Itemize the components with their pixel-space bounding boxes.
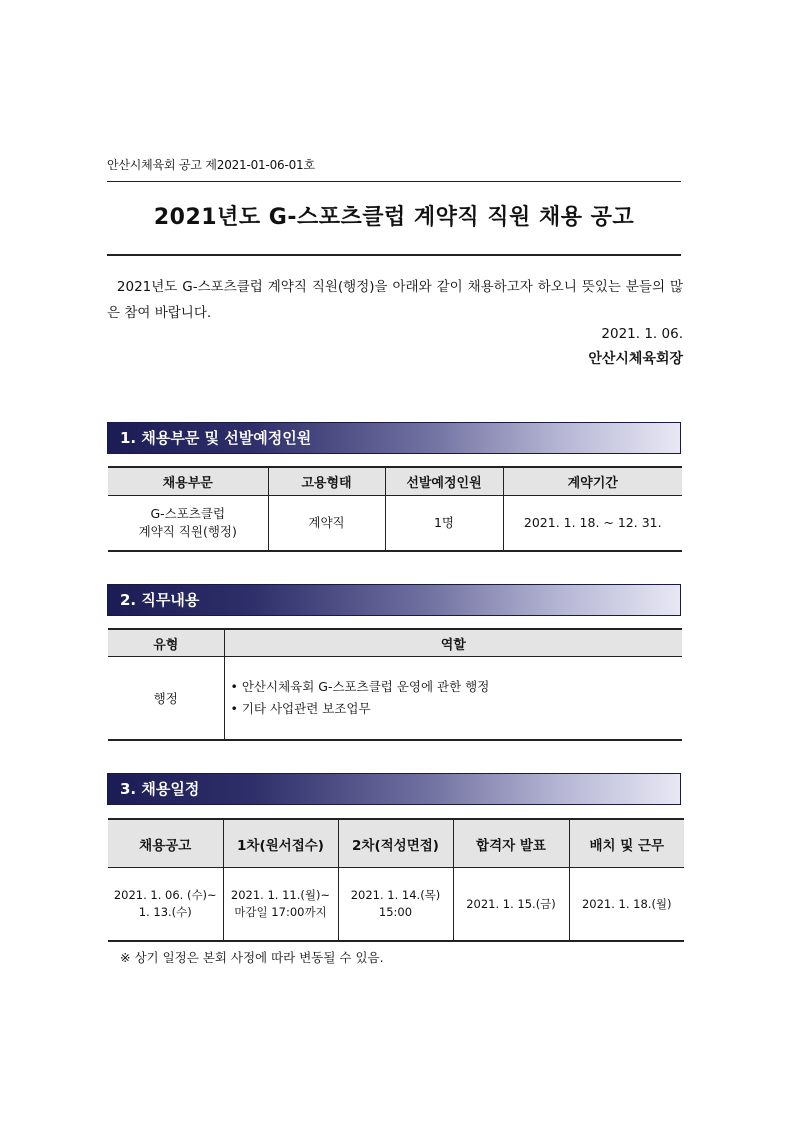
cell-placement: 2021. 1. 18.(월) bbox=[581, 896, 672, 911]
cell-contract-period: 2021. 1. 18. ~ 12. 31. bbox=[523, 515, 662, 530]
notice-line-2: 1. 13.(수) bbox=[138, 905, 192, 919]
title-divider bbox=[107, 254, 681, 256]
duties-list bbox=[225, 676, 683, 720]
header-employment-type: 고용형태 bbox=[268, 467, 385, 496]
second-round-line-1: 2021. 1. 14.(목) bbox=[350, 888, 441, 902]
duties-table bbox=[108, 628, 682, 741]
header-placement: 배치 및 근무 bbox=[569, 819, 684, 868]
cell-employment-type: 계약직 bbox=[268, 496, 385, 552]
header-divider bbox=[107, 181, 681, 182]
division-line-2: 계약직 직원(행정) bbox=[138, 524, 237, 539]
header-second-round: 2차(적성면접) bbox=[338, 819, 453, 868]
section-2-header: 2. 직무내용 bbox=[107, 584, 681, 616]
table-row bbox=[108, 868, 684, 942]
list-item: • 안산시체육회 G-스포츠클럽 운영에 관한 행정 bbox=[231, 676, 683, 698]
cell-first-round bbox=[223, 868, 338, 942]
table-header-row bbox=[108, 629, 682, 657]
schedule-table bbox=[108, 818, 684, 942]
header-role: 역할 bbox=[224, 629, 682, 657]
cell-second-round bbox=[338, 868, 453, 942]
section-3-header: 3. 채용일정 bbox=[107, 773, 681, 805]
header-announcement: 합격자 발표 bbox=[453, 819, 569, 868]
table-header-row bbox=[108, 467, 682, 496]
signer: 안산시체육회장 bbox=[588, 351, 683, 367]
header-headcount: 선발예정인원 bbox=[385, 467, 503, 496]
second-round-line-2: 15:00 bbox=[378, 905, 413, 919]
first-round-line-2: 마감일 17:00까지 bbox=[234, 905, 327, 919]
intro-text: 2021년도 G-스포츠클럽 계약직 직원(행정)을 아래와 같이 채용하고자 하오니 뜻있는 분들의 많은 참여 바랍니다. bbox=[107, 279, 683, 321]
notice-line-1: 2021. 1. 06. (수)~ bbox=[113, 888, 217, 902]
table-row bbox=[108, 496, 682, 552]
announcement-date: 2021. 1. 06. bbox=[601, 326, 683, 342]
intro-paragraph bbox=[107, 274, 683, 326]
page-title: 2021년도 G-스포츠클럽 계약직 직원 채용 공고 bbox=[153, 205, 635, 230]
schedule-note: ※ 상기 일정은 본회 사정에 따라 변동될 수 있음. bbox=[120, 950, 384, 965]
recruitment-table bbox=[108, 466, 682, 552]
cell-duties bbox=[224, 657, 682, 741]
first-round-line-1: 2021. 1. 11.(월)~ bbox=[230, 888, 331, 902]
header-contract-period: 계약기간 bbox=[503, 467, 682, 496]
header-first-round: 1차(원서접수) bbox=[223, 819, 338, 868]
table-header-row bbox=[108, 819, 684, 868]
header-type: 유형 bbox=[108, 629, 224, 657]
header-notice: 채용공고 bbox=[108, 819, 223, 868]
table-row bbox=[108, 657, 682, 741]
division-line-1: G-스포츠클럽 bbox=[150, 506, 226, 521]
cell-notice bbox=[108, 868, 223, 942]
header-division: 채용부문 bbox=[108, 467, 268, 496]
section-1-header: 1. 채용부문 및 선발예정인원 bbox=[107, 422, 681, 454]
cell-type: 행정 bbox=[108, 657, 224, 741]
cell-announcement: 2021. 1. 15.(금) bbox=[453, 868, 569, 942]
cell-division bbox=[108, 496, 268, 552]
cell-headcount: 1명 bbox=[385, 496, 503, 552]
list-item: • 기타 사업관련 보조업무 bbox=[231, 698, 683, 720]
document-number: 안산시체육회 공고 제2021-01-06-01호 bbox=[107, 158, 315, 172]
